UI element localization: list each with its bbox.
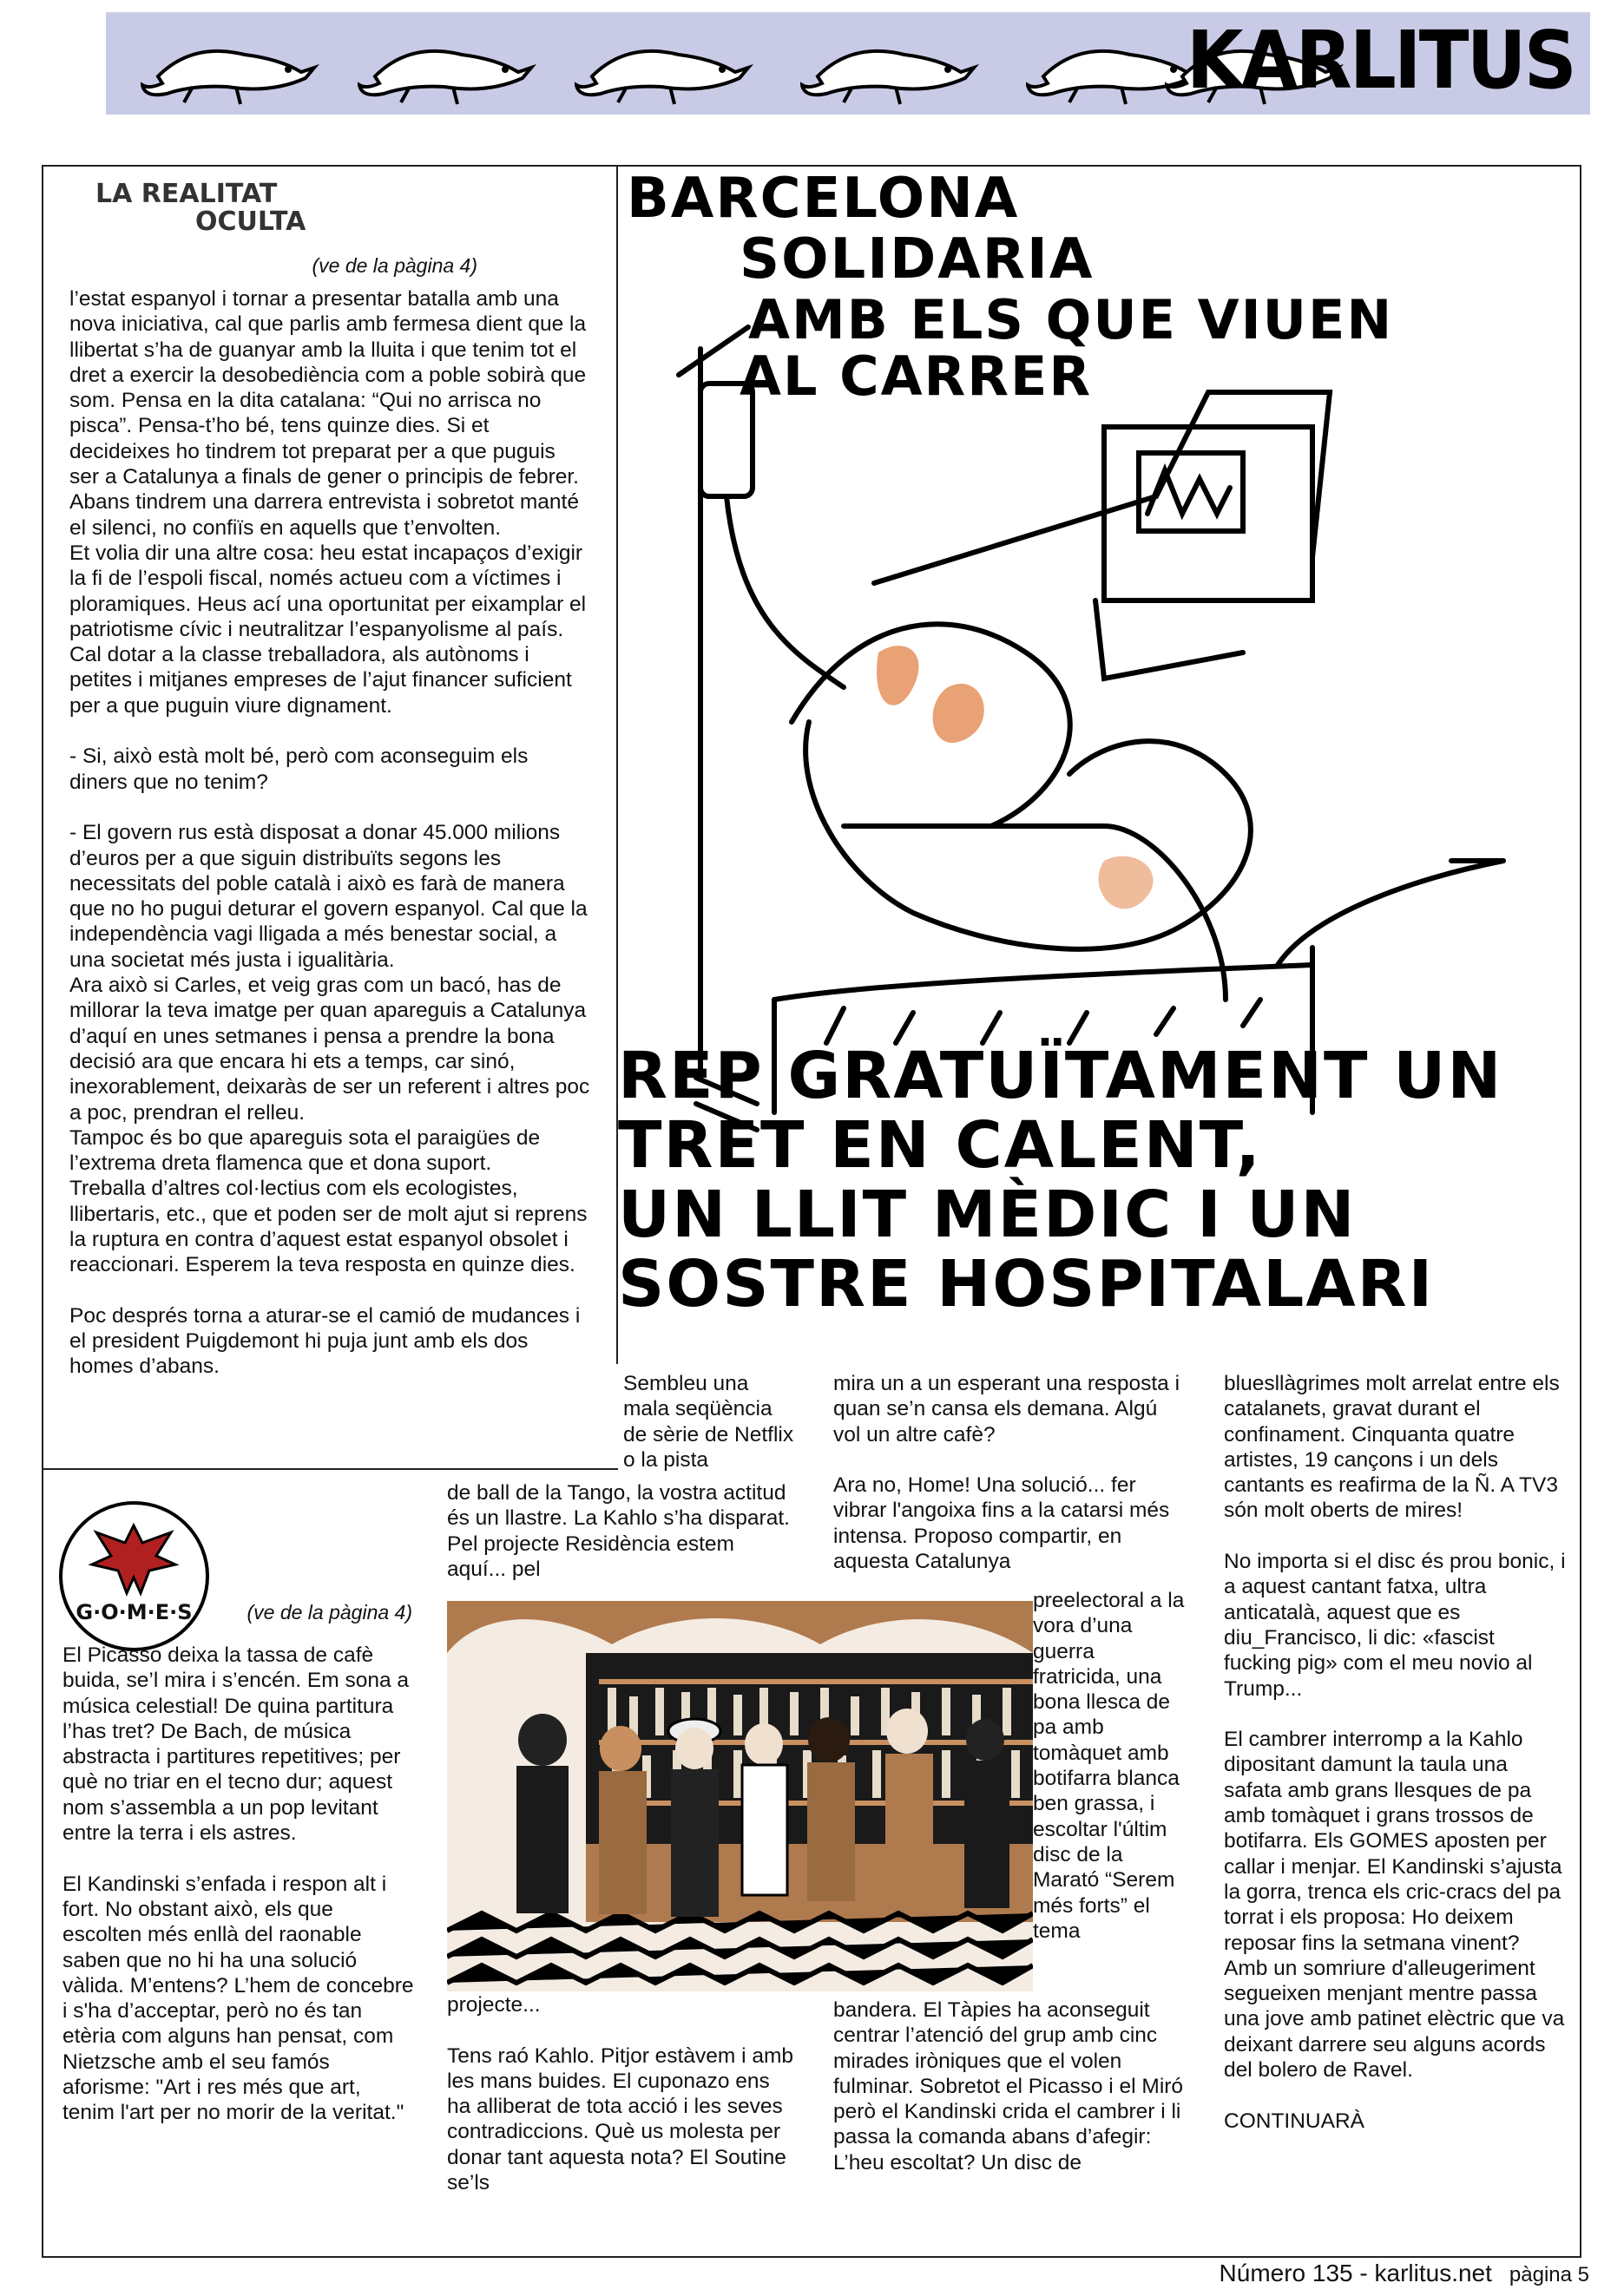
gomes-column-4: bluesllàgrimes molt arrelat entre els catalanets, gravat durant el confinament. Cinquanta quatre artistes, 19 cançons i un dels cantants es reafirma de la Ñ. A TV3 són molt oberts de mires! No importa si el disc és prou bonic, i a aquest cantant fatxa, ultra anticatalà, aquest que es diu_Francisco, li dic: «fascist fucking pig» com el meu novio al Trump... El cambrer interromp a la Kahlo dipositant damunt la taula una safata amb grans llesques de pa amb tomàquet i grans trossos de botifarra. Els GOMES aposten per callar i menjar. El Kandinski s’ajusta la gorra, trenca els cric-cracs del pa torrat i els proposa: Ho deixem reposar fins la setmana vinent? Amb un somriure d'alleugeriment segueixen menjant mentre passa una jove amb patinet elèctric que va deixant darrere seu alguns acords del bolero de Ravel. CONTINUARÀ (1224, 1372, 1566, 2133)
page-number: pàgina 5 (1509, 2263, 1589, 2286)
realitat-logo-line2: OCULTA (195, 207, 306, 237)
gomes-logo-text: G·O·M·E·S (76, 1600, 193, 1624)
gomes-column-3-top: mira un a un esperant una resposta i quan se’n cansa els demana. Algú vol un altre cafè? Ara no, Home! Una solució... fer vibrar l'angoixa fins a la catarsi més intensa. Proposo compartir, en aquesta Catalunya (833, 1372, 1180, 1574)
gomes-continued-note: (ve de la pàgina 4) (247, 1601, 412, 1624)
gomes-column-2-mid: de ball de la Tango, la vostra actitud és un llastre. La Kahlo s’ha disparat. Pel projecte Residència estem aquí... pel (447, 1481, 790, 1581)
gomes-column-3-narrow: preelectoral a la vora d’una guerra fratricida, una bona llesca de pa amb tomàquet amb botifarra blanca ben grassa, i escoltar l'últim disc de la Marató “Serem més forts” el tema (1033, 1589, 1185, 1943)
gomes-column-3-bottom: bandera. El Tàpies ha aconseguit centrar l’atenció del grup amb cinc mirades iròniques que el volen fulminar. Sobretot el Picasso i el Miró però el Kandinski crida el cambrer i li passa la comanda abans d’afegir: L’heu escoltat? Un disc de (833, 1998, 1184, 2175)
rat-icon (575, 24, 757, 108)
cartoon-bottom-line: UN LLIT MÈDIC I UN (618, 1178, 1357, 1252)
cartoon-top-line: BARCELONA (627, 167, 1020, 231)
gomes-column-1: El Picasso deixa la tassa de cafè buida, se’l mira i s’encén. Em sona a música celestial! De quina partitura l’has tret? De Bach, de música abstracta i partitures repetitives; per què no triar en el tecno dur; aquest nom s’assembla a un pop levitant entre la terra i els astres. El Kandinski s’enfada i respon alt i fort. No obstant això, els que escolten més enllà del raonable saben que no hi ha una solució vàlida. M’entens? L’hem de concebre i s'ha d’acceptar, però no és tan etèria com alguns han pensat, com Nietzsche amb el seu famós aforisme: "Art i res més que art, tenim l'art per no morir de la veritat." (62, 1643, 414, 2125)
masthead-banner (106, 12, 1590, 115)
cartoon-bottom-line: REP GRATUÏTAMENT UN (618, 1039, 1503, 1113)
realitat-continued-note: (ve de la pàgina 4) (312, 254, 477, 277)
realitat-body: l’estat espanyol i tornar a presentar batalla amb una nova iniciativa, cal que parlis amb fermesa dient que la llibertat s’ha de guanyar amb la lluita i que tenim tot el dret a exercir la desobediència com a poble sobirà que som. Pensa en la dita catalana: “Qui no arrisca no pisca”. Pensa-t’ho bé, tens quinze dies. Si et decideixes ho tindrem tot preparat per a que puguis ser a Catalunya a finals de gener o principis de febrer. Abans tindrem una darrera entrevista i sobretot manté el silenci, no confiïs en aquells que t’envolten. Et volia dir una altre cosa: heu estat incapaços d’exigir la fi de l’espoli fiscal, només actueu com a víctimes i ploramiques. Heus ací una oportunitat per eixamplar el patriotisme cívic i neutralitzar l’espanyolisme al país. Cal dotar a la classe treballadora, als autònoms i petites i mitjanes empreses de l’ajut financer suficient per a que puguin viure dignament. - Si, això està molt bé, però com aconseguim els diners que no tenim? - El govern rus està disposat a donar 45.000 milions d’euros per a que siguin distribuïts segons les necessitats del poble català i això es farà de manera que no ho pugui deturar el govern espanyol. Cal que la independència vagi lligada a més benestar social, a una societat més justa i igualitària. Ara això si Carles, et veig gras com un bacó, has de millorar la teva imatge per quan apareguis a Catalunya d’aquí en unes setmanes i pensa a prendre la bona decisió ara que encara hi ets a temps, car sinó, inexorablement, deixaràs de ser un referent i altres poc a poc, prendran el relleu. Tampoc és bo que apareguis sota el paraigües de l’extrema dreta flamenca que et dona suport. Treballa d’altres col·lectius com els ecologistes, llibertaris, etc., que et poden ser de molt ajut si reprens la ruptura en contra d’aquest estat espanyol obsolet i reaccionari. Esperem la teva resposta en quinze dies. Poc després torna a aturar-se el camió de mudances i el president Puigdemont hi puja junt amb els dos homes d’abans. (69, 287, 590, 1379)
cartoon-top-line: AMB ELS QUE VIUEN (748, 288, 1394, 351)
cartoon-panel (616, 165, 1581, 1364)
rat-icon (141, 24, 323, 108)
bar-illustration (447, 1601, 1033, 1991)
rat-icon (800, 24, 983, 108)
eagle-icon (89, 1517, 180, 1599)
realitat-logo-line1: LA REALITAT (95, 179, 278, 209)
realitat-logo (95, 180, 321, 236)
gomes-column-2-bottom: projecte... Tens raó Kahlo. Pitjor estàvem i amb les mans buides. El cuponazo ens ha alliberat de tota acció i les seves contradiccions. Què us molesta per donar tant aquesta nota? El Soutine se’ls (447, 1993, 793, 2195)
rat-icon (358, 24, 540, 108)
masthead-title: KARLITUS (1186, 14, 1575, 107)
gomes-column-2-top: Sembleu una mala seqüència de sèrie de Netflix o la pista (623, 1372, 794, 1472)
cartoon-bottom-line: TRET EN CALENT, (618, 1108, 1262, 1183)
issue-label: Número 135 - karlitus.net (1219, 2260, 1492, 2286)
gomes-logo (59, 1501, 209, 1651)
cartoon-bottom-line: SOSTRE HOSPITALARI (618, 1247, 1435, 1322)
cartoon-top-line: AL CARRER (740, 344, 1093, 408)
page-footer (1220, 2260, 1589, 2287)
cartoon-top-line: SOLIDARIA (740, 227, 1095, 292)
